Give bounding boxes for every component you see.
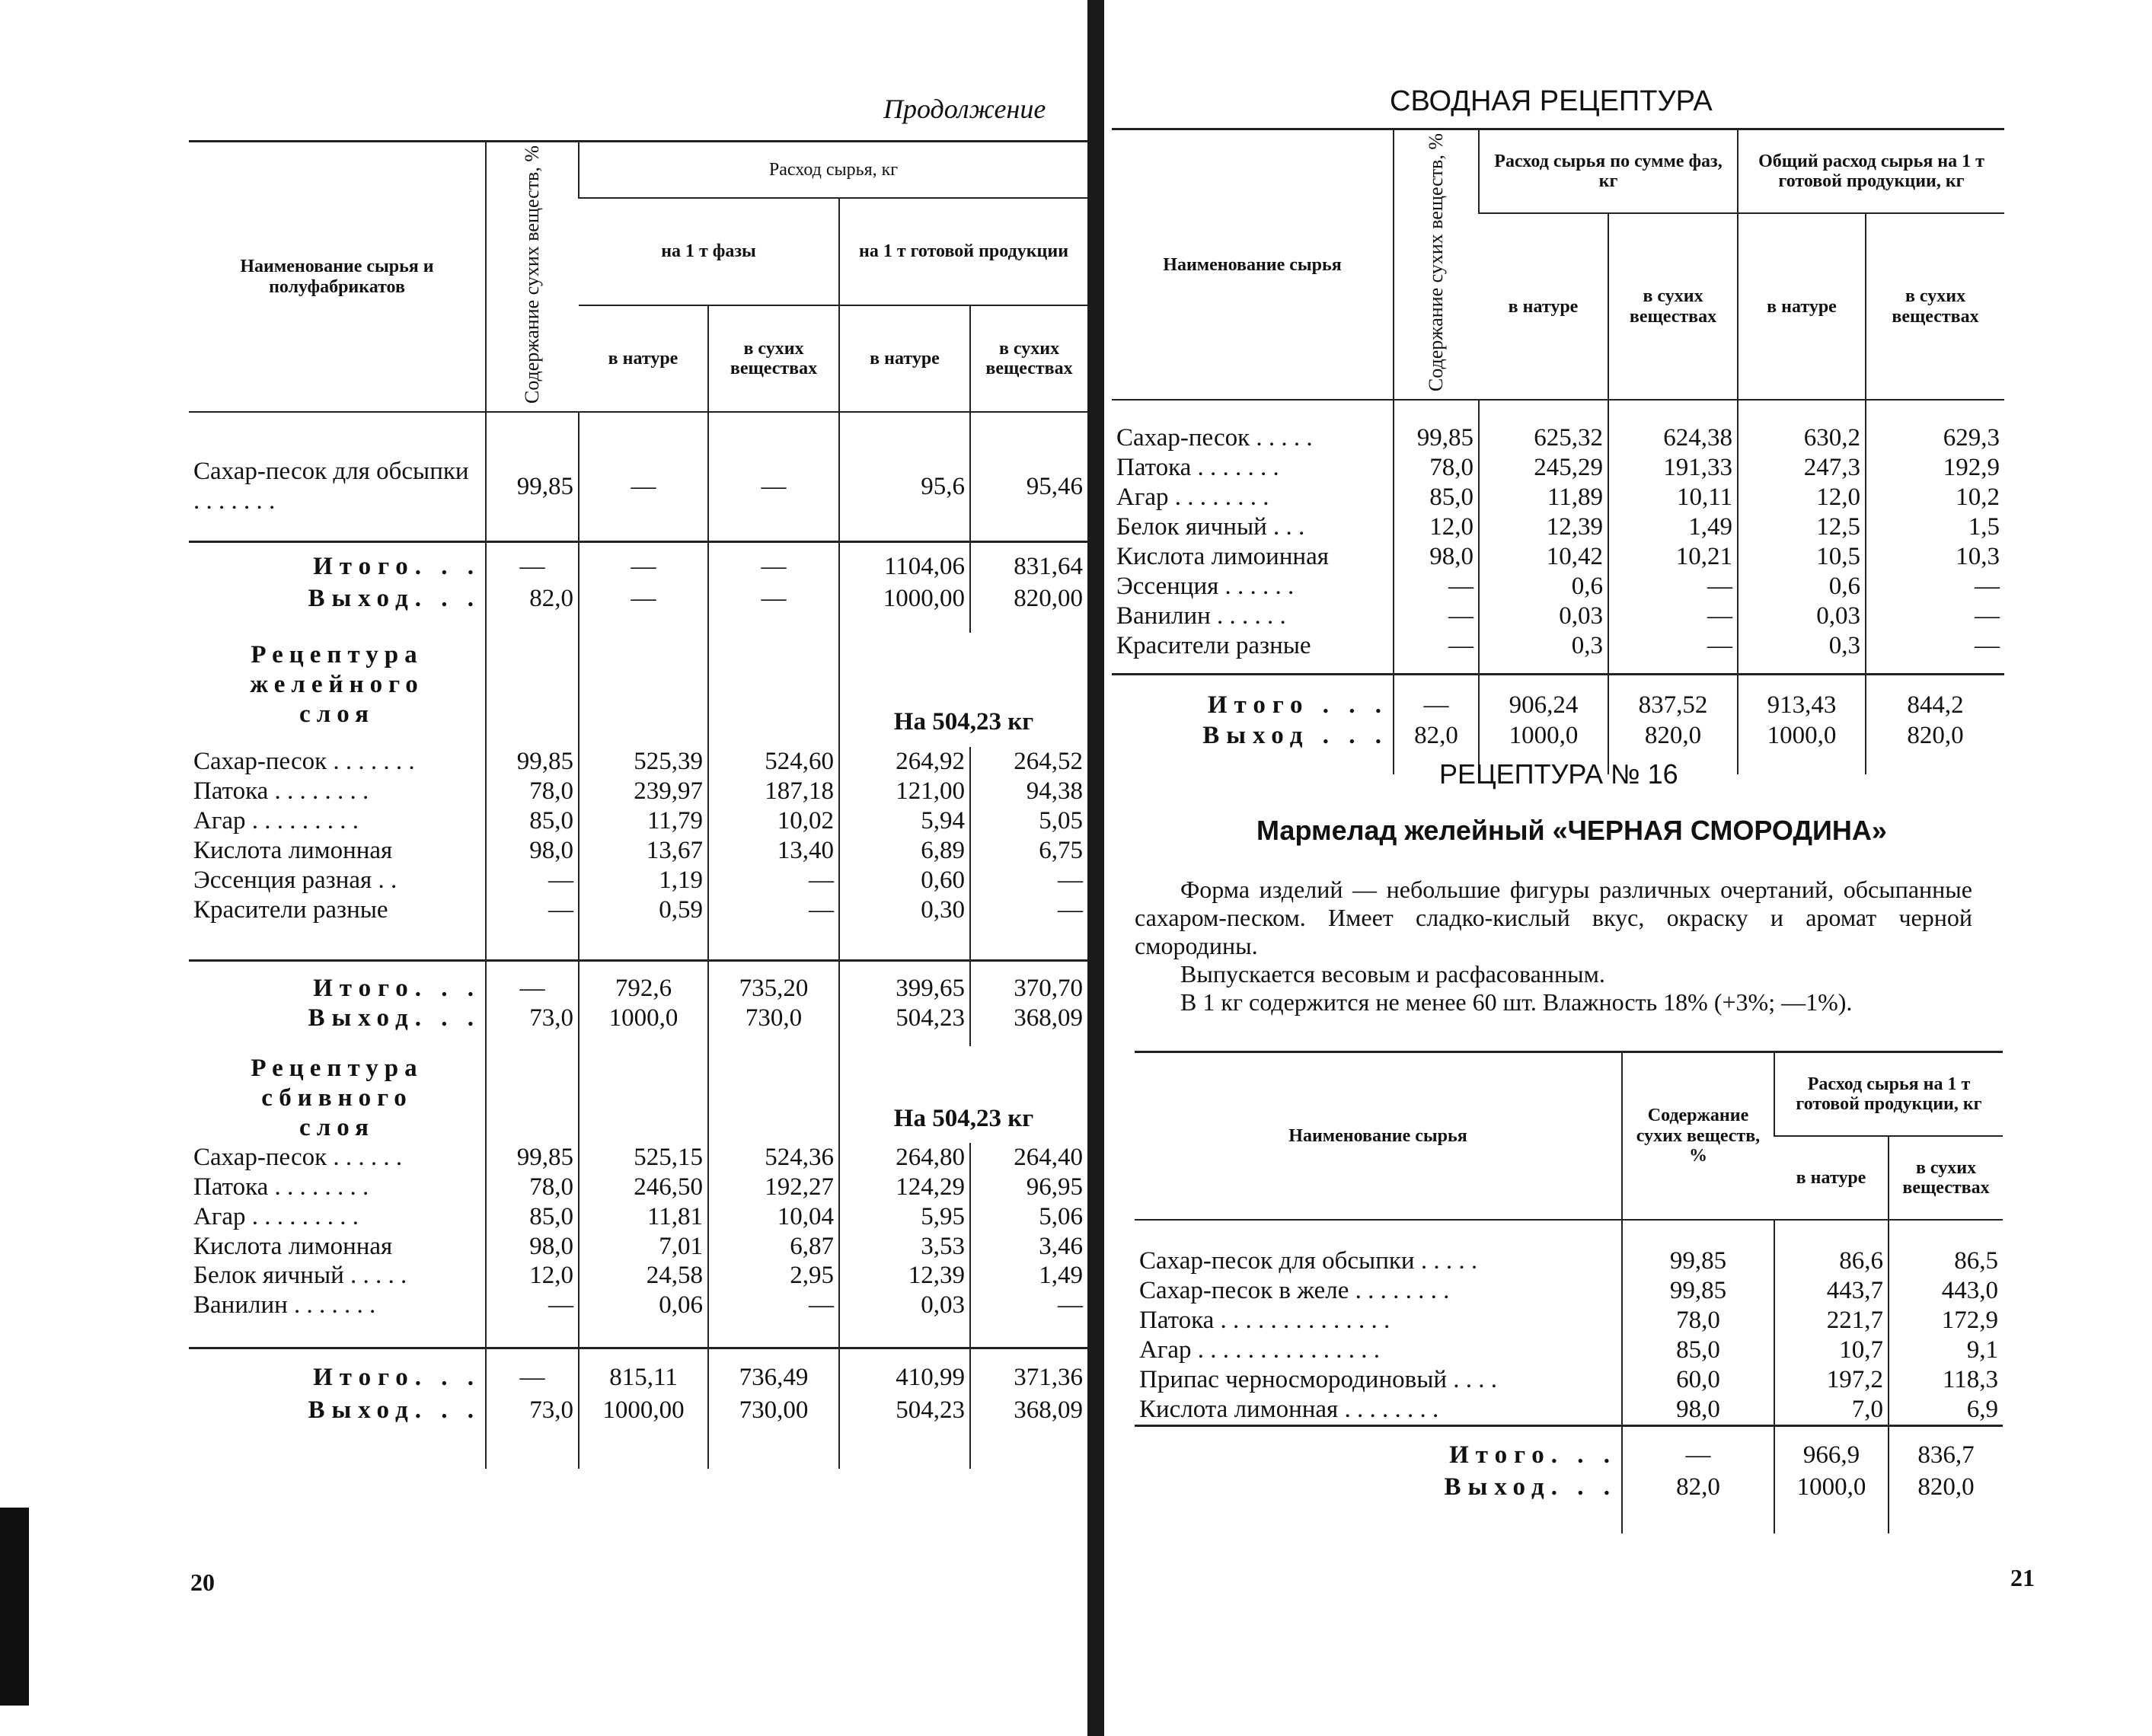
cell: 0,59 bbox=[659, 896, 703, 924]
cell: 12,0 bbox=[1816, 483, 1860, 512]
cell: 1,49 bbox=[1039, 1262, 1084, 1290]
ingredient-name: Кислота лимонная bbox=[193, 837, 393, 865]
ingredient-name: Сахар-песок . . . . . bbox=[1116, 424, 1313, 452]
summary-header-phases: Расход сырья по сумме фаз, кг bbox=[1479, 129, 1738, 214]
cell: 78,0 bbox=[1676, 1306, 1720, 1334]
cell: 10,3 bbox=[1956, 543, 2000, 571]
cell: 0,3 bbox=[1571, 632, 1603, 660]
left-recipe-table bbox=[189, 140, 1087, 1469]
r16-header-dry: Содержание сухих веществ, % bbox=[1622, 1052, 1774, 1221]
whipped-names bbox=[193, 1143, 481, 1321]
cell: — bbox=[708, 541, 839, 584]
cell: 118,3 bbox=[1942, 1365, 1998, 1393]
cell: 98,0 bbox=[529, 1232, 573, 1260]
description-paragraph: Выпускается весовым и расфасованным. bbox=[1180, 960, 1605, 988]
whipped-total-label: Итого. . . bbox=[189, 1348, 486, 1396]
cell: 525,15 bbox=[634, 1143, 703, 1171]
cell: 736,49 bbox=[708, 1348, 839, 1396]
cell: — bbox=[579, 541, 708, 584]
ingredient-name: Кислота лимонная bbox=[193, 1232, 393, 1260]
cell: 10,42 bbox=[1546, 543, 1603, 571]
cell: 82,0 bbox=[486, 584, 579, 633]
ingredient-name: Патока . . . . . . . . bbox=[193, 777, 369, 806]
ingredient-name: Ванилин . . . . . . . bbox=[193, 1291, 376, 1320]
cell: 11,89 bbox=[1547, 483, 1603, 512]
cell: 78,0 bbox=[529, 777, 573, 806]
jelly-phase-dry-col bbox=[714, 747, 834, 925]
cell: 820,0 bbox=[1608, 721, 1738, 774]
header-product-natural: в натуре bbox=[839, 305, 970, 413]
cell: 5,95 bbox=[921, 1202, 965, 1230]
cell: 0,03 bbox=[921, 1291, 965, 1320]
cell: 24,58 bbox=[646, 1262, 703, 1290]
cell: 6,75 bbox=[1039, 837, 1084, 865]
cell: 78,0 bbox=[529, 1173, 573, 1201]
whipped-basis: На 504,23 кг bbox=[839, 1046, 1087, 1143]
whipped-output-label: Выход. . . bbox=[308, 1396, 481, 1424]
cell: 368,09 bbox=[970, 1004, 1087, 1046]
whipped-product-dry-col bbox=[975, 1143, 1083, 1321]
cell: 820,00 bbox=[970, 584, 1087, 633]
jelly-phase-natural-col bbox=[584, 747, 703, 925]
cell: 99,85 bbox=[516, 1143, 573, 1171]
summary-header-phase-natural: в натуре bbox=[1479, 213, 1608, 400]
ingredient-name: Белок яичный . . . bbox=[1116, 513, 1305, 541]
cell: 99,85 bbox=[516, 748, 573, 776]
cell: 10,7 bbox=[1839, 1336, 1883, 1364]
cell: 1,19 bbox=[659, 866, 703, 895]
page-number-right: 21 bbox=[2010, 1564, 2035, 1591]
total-label: Итого. . . bbox=[189, 541, 486, 584]
cell: 0,6 bbox=[1571, 573, 1603, 601]
r16-output-label: Выход. . . bbox=[1444, 1473, 1617, 1501]
cell: 5,94 bbox=[921, 807, 965, 835]
cell: 630,2 bbox=[1803, 424, 1860, 452]
cell: 187,18 bbox=[765, 777, 834, 806]
cell: 0,03 bbox=[1559, 602, 1603, 630]
cell: 11,81 bbox=[647, 1202, 703, 1230]
ingredient-name: Агар . . . . . . . . . . . . . . . bbox=[1139, 1336, 1381, 1364]
cell: 73,0 bbox=[486, 1396, 579, 1469]
cell: 192,27 bbox=[765, 1173, 834, 1201]
cell: — bbox=[809, 866, 834, 895]
r16-dry-col bbox=[1627, 1246, 1769, 1425]
cell: — bbox=[579, 584, 708, 633]
cell: 98,0 bbox=[1429, 543, 1474, 571]
ingredient-name: Эссенция разная . . bbox=[193, 866, 398, 895]
cell: 0,3 bbox=[1828, 632, 1860, 660]
cell: 98,0 bbox=[1676, 1395, 1720, 1423]
cell: — bbox=[579, 412, 708, 541]
cell: 96,95 bbox=[1026, 1173, 1084, 1201]
cell: 7,0 bbox=[1851, 1395, 1883, 1423]
cell: 247,3 bbox=[1803, 454, 1860, 482]
whipped-layer-title: Рецептура сбивного слоя bbox=[251, 1054, 423, 1141]
cell: 94,38 bbox=[1026, 777, 1084, 806]
cell: 82,0 bbox=[1622, 1473, 1774, 1533]
ingredient-name: Сахар-песок . . . . . . bbox=[193, 1143, 403, 1171]
r16-dry-matter-col bbox=[1894, 1246, 1998, 1425]
cell: 1000,00 bbox=[579, 1396, 708, 1469]
cell: — bbox=[548, 1291, 573, 1320]
cell: 12,0 bbox=[1429, 513, 1474, 541]
summary-output-label: Выход . . . bbox=[1202, 722, 1388, 750]
cell: 6,9 bbox=[1966, 1395, 1998, 1423]
cell: 13,40 bbox=[777, 837, 834, 865]
ingredient-name: Ванилин . . . . . . bbox=[1116, 602, 1286, 630]
cell: 11,79 bbox=[647, 807, 703, 835]
cell: 95,6 bbox=[839, 412, 970, 541]
cell: 370,70 bbox=[970, 960, 1087, 1003]
cell: 1000,0 bbox=[1774, 1473, 1889, 1533]
header-dry: Содержание сухих веществ, % bbox=[520, 145, 543, 404]
right-page bbox=[1112, 0, 2152, 1736]
summary-heading: СВОДНАЯ РЕЦЕПТУРА bbox=[1390, 85, 1713, 117]
product-description bbox=[1135, 876, 1972, 1017]
cell: 1104,06 bbox=[839, 541, 970, 584]
r16-natural-col bbox=[1780, 1246, 1883, 1425]
jelly-dry-col bbox=[491, 747, 573, 925]
cell: — bbox=[1058, 896, 1084, 924]
cell: 191,33 bbox=[1663, 454, 1732, 482]
ingredient-name: Красители разные bbox=[1116, 632, 1311, 660]
cell: 524,60 bbox=[765, 748, 834, 776]
header-per-product: на 1 т готовой продукции bbox=[839, 198, 1087, 305]
cell: 6,89 bbox=[921, 837, 965, 865]
cell: 85,0 bbox=[529, 807, 573, 835]
cell: 368,09 bbox=[970, 1396, 1087, 1469]
summary-header-total-dry: в сухих веществах bbox=[1866, 213, 2004, 400]
cell: 10,5 bbox=[1816, 543, 1860, 571]
cell: 264,52 bbox=[1014, 748, 1084, 776]
cell: — bbox=[486, 541, 579, 584]
ingredient-name: Патока . . . . . . . . . . . . . . bbox=[1139, 1306, 1390, 1334]
ingredient-name: Патока . . . . . . . bbox=[1116, 454, 1279, 482]
cell: — bbox=[1707, 632, 1732, 660]
cell: 86,6 bbox=[1839, 1247, 1883, 1275]
cell: 12,39 bbox=[908, 1262, 965, 1290]
cell: 12,39 bbox=[1546, 513, 1603, 541]
cell: 12,0 bbox=[529, 1262, 573, 1290]
cell: 172,9 bbox=[1941, 1306, 1998, 1334]
recipe-16-table bbox=[1135, 1051, 2003, 1533]
product-title: Мармелад желейный «ЧЕРНАЯ СМОРОДИНА» bbox=[1256, 815, 1887, 846]
header-consumption: Расход сырья, кг bbox=[579, 142, 1087, 199]
r16-header-consumption: Расход сырья на 1 т готовой продукции, кг bbox=[1774, 1052, 2003, 1137]
continuation-heading: Продолжение bbox=[883, 94, 1046, 124]
header-per-phase: на 1 т фазы bbox=[579, 198, 839, 305]
description-paragraph: Форма изделий — небольшие фигуры различных очертаний, обсыпанные сахаром-песком. Имеет сладко-кислый вкус, окраску и аромат черной смородины. bbox=[1135, 876, 1972, 960]
cell: 246,50 bbox=[634, 1173, 703, 1201]
cell: 504,23 bbox=[839, 1004, 970, 1046]
summary-header-total-natural: в натуре bbox=[1738, 213, 1866, 400]
cell: — bbox=[1622, 1425, 1774, 1473]
cell: — bbox=[1058, 1291, 1084, 1320]
whipped-dry-col bbox=[491, 1143, 573, 1321]
cell: 836,7 bbox=[1889, 1425, 2003, 1473]
cell: 99,85 bbox=[1669, 1247, 1727, 1275]
ingredient-name: Припас черносмородиновый . . . . bbox=[1139, 1365, 1498, 1393]
cell: — bbox=[1975, 602, 2000, 630]
cell: — bbox=[1448, 573, 1474, 601]
ingredient-name: Агар . . . . . . . . . bbox=[193, 1202, 359, 1230]
cell: 0,06 bbox=[659, 1291, 703, 1320]
cell: — bbox=[809, 896, 834, 924]
cell: — bbox=[486, 960, 579, 1003]
cell: 3,46 bbox=[1039, 1232, 1084, 1260]
description-paragraph: В 1 кг содержится не менее 60 шт. Влажность 18% (+3%; —1%). bbox=[1180, 988, 1853, 1016]
cell: 82,0 bbox=[1394, 721, 1479, 774]
cell: 12,5 bbox=[1816, 513, 1860, 541]
r16-total-label: Итого. . . bbox=[1135, 1425, 1622, 1473]
summary-header-total: Общий расход сырья на 1 т готовой продукции, кг bbox=[1738, 129, 2004, 214]
summary-dry-col bbox=[1399, 423, 1474, 661]
jelly-output-label: Выход. . . bbox=[308, 1004, 481, 1032]
cell: 792,6 bbox=[579, 960, 708, 1003]
cell: 6,87 bbox=[790, 1232, 834, 1260]
summary-phase-dry-col bbox=[1614, 423, 1732, 661]
cell: 844,2 bbox=[1866, 674, 2004, 721]
ingredient-name: Патока . . . . . . . . bbox=[193, 1173, 369, 1201]
summary-phase-natural-col bbox=[1484, 423, 1603, 661]
cell: 3,53 bbox=[921, 1232, 965, 1260]
cell: 9,1 bbox=[1966, 1336, 1998, 1364]
cell: 95,46 bbox=[970, 412, 1087, 541]
cell: — bbox=[548, 866, 573, 895]
cell: 192,9 bbox=[1943, 454, 2000, 482]
cell: 906,24 bbox=[1479, 674, 1608, 721]
cell: 10,21 bbox=[1675, 543, 1732, 571]
cell: 85,0 bbox=[529, 1202, 573, 1230]
cell: 86,5 bbox=[1954, 1247, 1998, 1275]
cell: 730,00 bbox=[708, 1396, 839, 1469]
cell: — bbox=[1058, 866, 1084, 895]
jelly-names bbox=[193, 747, 481, 925]
cell: 264,80 bbox=[896, 1143, 965, 1171]
cell: 10,2 bbox=[1956, 483, 2000, 512]
cell: 624,38 bbox=[1663, 424, 1732, 452]
cell: 239,97 bbox=[634, 777, 703, 806]
cell: 913,43 bbox=[1738, 674, 1866, 721]
cell: 837,52 bbox=[1608, 674, 1738, 721]
cell: 730,0 bbox=[708, 1004, 839, 1046]
cell: 0,6 bbox=[1828, 573, 1860, 601]
cell: 0,30 bbox=[921, 896, 965, 924]
cell: 13,67 bbox=[646, 837, 703, 865]
summary-recipe-table bbox=[1112, 128, 2004, 774]
cell: — bbox=[548, 896, 573, 924]
cell: 264,92 bbox=[896, 748, 965, 776]
cell: 10,11 bbox=[1676, 483, 1732, 512]
cell: — bbox=[1448, 602, 1474, 630]
cell: 121,00 bbox=[896, 777, 965, 806]
cell: 85,0 bbox=[1429, 483, 1474, 512]
summary-total-natural-col bbox=[1743, 423, 1860, 661]
cell: 820,0 bbox=[1866, 721, 2004, 774]
cell: — bbox=[1448, 632, 1474, 660]
ingredient-name: Кислота лимонная . . . . . . . . bbox=[1139, 1395, 1439, 1423]
ingredient-name: Белок яичный . . . . . bbox=[193, 1262, 407, 1290]
cell: 124,29 bbox=[896, 1173, 965, 1201]
cell: 2,95 bbox=[790, 1262, 834, 1290]
cell: 99,85 bbox=[486, 412, 579, 541]
cell: 820,0 bbox=[1889, 1473, 2003, 1533]
row-name: Сахар-песок для обсыпки . . . . . . . bbox=[193, 458, 469, 515]
ingredient-name: Сахар-песок для обсыпки . . . . . bbox=[1139, 1247, 1478, 1275]
ingredient-name: Кислота лимоинная bbox=[1116, 543, 1329, 571]
cell: 264,40 bbox=[1014, 1143, 1084, 1171]
summary-header-phase-dry: в сухих веществах bbox=[1608, 213, 1738, 400]
cell: — bbox=[708, 584, 839, 633]
header-phase-natural: в натуре bbox=[579, 305, 708, 413]
cell: 443,7 bbox=[1826, 1276, 1883, 1304]
summary-total-label: Итого . . . bbox=[1112, 674, 1394, 721]
cell: 399,65 bbox=[839, 960, 970, 1003]
cell: 1000,0 bbox=[579, 1004, 708, 1046]
cell: 831,64 bbox=[970, 541, 1087, 584]
page-number-left: 20 bbox=[190, 1568, 215, 1596]
jelly-total-label: Итого. . . bbox=[189, 960, 486, 1003]
summary-names bbox=[1116, 423, 1388, 661]
cell: 735,20 bbox=[708, 960, 839, 1003]
ingredient-name: Красители разные bbox=[193, 896, 388, 924]
cell: — bbox=[1975, 573, 2000, 601]
cell: 1000,00 bbox=[839, 584, 970, 633]
cell: 10,02 bbox=[777, 807, 834, 835]
cell: 73,0 bbox=[486, 1004, 579, 1046]
ingredient-name: Сахар-песок в желе . . . . . . . . bbox=[1139, 1276, 1450, 1304]
cell: 410,99 bbox=[839, 1348, 970, 1396]
r16-header-name: Наименование сырья bbox=[1135, 1052, 1622, 1221]
jelly-basis: На 504,23 кг bbox=[839, 633, 1087, 747]
cell: 7,01 bbox=[659, 1232, 703, 1260]
summary-total-dry-col bbox=[1871, 423, 2000, 661]
cell: 1,49 bbox=[1688, 513, 1732, 541]
cell: 221,7 bbox=[1826, 1306, 1883, 1334]
cell: 1000,0 bbox=[1738, 721, 1866, 774]
cell: 1000,0 bbox=[1479, 721, 1608, 774]
cell: — bbox=[1707, 573, 1732, 601]
whipped-phase-dry-col bbox=[714, 1143, 834, 1321]
ingredient-name: Агар . . . . . . . . bbox=[1116, 483, 1269, 512]
cell: 78,0 bbox=[1429, 454, 1474, 482]
r16-header-dry-matter: в сухих веществах bbox=[1889, 1136, 2003, 1220]
cell: — bbox=[486, 1348, 579, 1396]
cell: 98,0 bbox=[529, 837, 573, 865]
recipe-number: РЕЦЕПТУРА № 16 bbox=[1439, 758, 1678, 790]
cell: 629,3 bbox=[1943, 424, 2000, 452]
cell: 10,04 bbox=[777, 1202, 834, 1230]
cell: 197,2 bbox=[1826, 1365, 1883, 1393]
cell: 60,0 bbox=[1676, 1365, 1720, 1393]
cell: 443,0 bbox=[1941, 1276, 1998, 1304]
cell: — bbox=[708, 412, 839, 541]
whipped-product-natural-col bbox=[845, 1143, 965, 1321]
cell: — bbox=[1975, 632, 2000, 660]
cell: 524,36 bbox=[765, 1143, 834, 1171]
cell: 371,36 bbox=[970, 1348, 1087, 1396]
header-product-dry: в сухих веществах bbox=[970, 305, 1087, 413]
cell: 0,60 bbox=[921, 866, 965, 895]
cell: — bbox=[1394, 674, 1479, 721]
cell: 0,03 bbox=[1816, 602, 1860, 630]
cell: 99,85 bbox=[1669, 1276, 1727, 1304]
jelly-product-dry-col bbox=[975, 747, 1083, 925]
cell: 966,9 bbox=[1774, 1425, 1889, 1473]
whipped-phase-natural-col bbox=[584, 1143, 703, 1321]
cell: 99,85 bbox=[1416, 424, 1474, 452]
cell: 85,0 bbox=[1676, 1336, 1720, 1364]
cell: 525,39 bbox=[634, 748, 703, 776]
cell: 5,06 bbox=[1039, 1202, 1084, 1230]
ingredient-name: Агар . . . . . . . . . bbox=[193, 807, 359, 835]
cell: 245,29 bbox=[1534, 454, 1603, 482]
cell: 625,32 bbox=[1534, 424, 1603, 452]
header-phase-dry: в сухих веществах bbox=[708, 305, 839, 413]
header-name: Наименование сырья и полуфабрикатов bbox=[189, 142, 486, 413]
cell: — bbox=[1707, 602, 1732, 630]
summary-header-dry: Содержание сухих веществ, % bbox=[1424, 133, 1447, 392]
r16-names bbox=[1139, 1246, 1617, 1425]
summary-header-name: Наименование сырья bbox=[1112, 129, 1394, 400]
cell: — bbox=[809, 1291, 834, 1320]
jelly-layer-title: Рецептура желейного слоя bbox=[250, 641, 424, 729]
cell: 5,05 bbox=[1039, 807, 1084, 835]
ingredient-name: Эссенция . . . . . . bbox=[1116, 573, 1295, 601]
cell: 504,23 bbox=[839, 1396, 970, 1469]
output-label: Выход. . . bbox=[308, 585, 481, 613]
ingredient-name: Сахар-песок . . . . . . . bbox=[193, 748, 415, 776]
jelly-product-natural-col bbox=[845, 747, 965, 925]
cell: 815,11 bbox=[579, 1348, 708, 1396]
cell: 1,5 bbox=[1968, 513, 2000, 541]
r16-header-natural: в натуре bbox=[1774, 1136, 1889, 1220]
